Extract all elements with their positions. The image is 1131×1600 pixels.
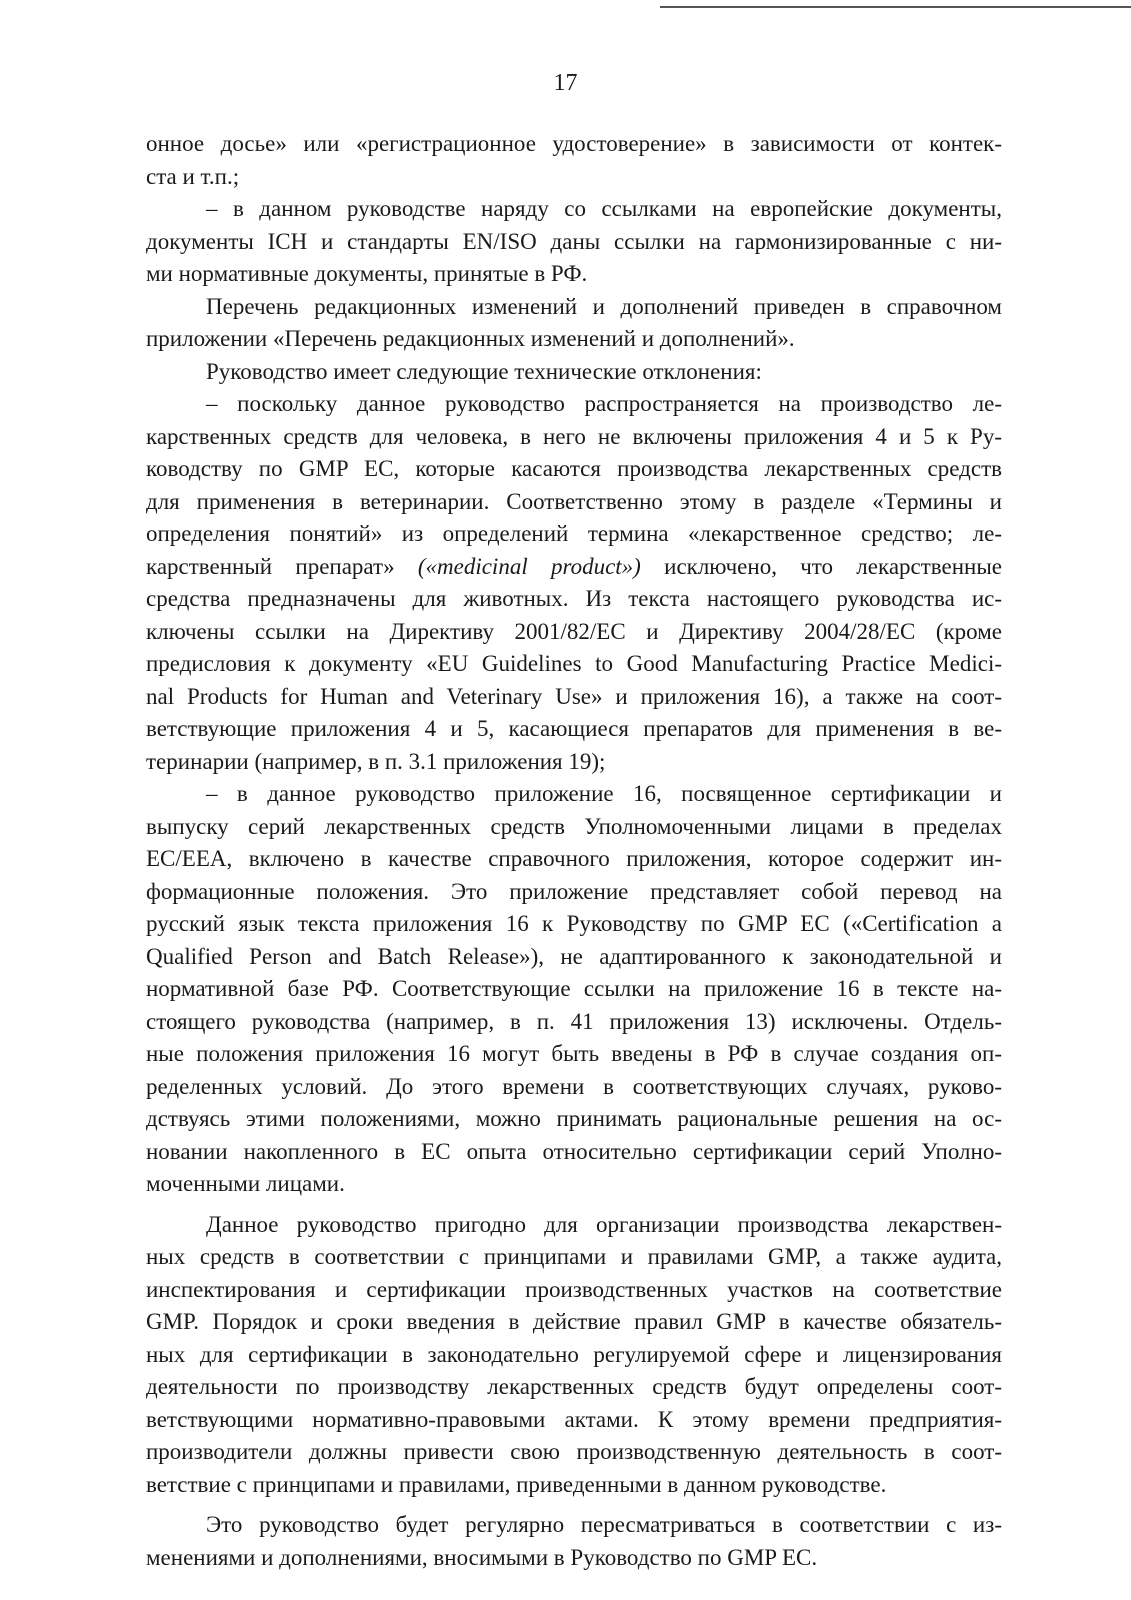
text-line: ных для сертификации в законодательно регулируемой сфере и лицензирования (146, 1341, 1002, 1367)
text-line: Это руководство будет регулярно пересматриваться в соответствии с из- (206, 1512, 1002, 1537)
text-line: ключены ссылки на Директиву 2001/82/ЕС и Директиву 2004/28/ЕС (кроме (146, 618, 1002, 644)
document-body (146, 128, 1002, 1574)
page-number: 17 (553, 70, 578, 96)
text-line: ных средств в соответствии с принципами и правилами GMP, а также аудита, (146, 1244, 1002, 1269)
text-line: Qualified Person and Batch Release»), не адаптированного к законодательной и (146, 943, 1002, 969)
text-line: – поскольку данное руководство распространяется на производство ле- (206, 391, 1002, 416)
text-line: ководству по GMP ЕС, которые касаются производства лекарственных средств (146, 456, 1002, 481)
text-line: ста и т.п.; (146, 163, 240, 189)
text-line: ветствующие приложения 4 и 5, касающиеся препаратов для применения в ве- (146, 716, 1002, 741)
text-line: ределенных условий. До этого времени в соответствующих случаях, руково- (146, 1073, 1002, 1099)
text-line: nal Products for Human and Veterinary Use» и приложения 16), а также на соот- (146, 683, 1002, 709)
text-line: Данное руководство пригодно для организации производства лекарствен- (206, 1211, 1002, 1237)
text-line: для применения в ветеринарии. Соответственно этому в разделе «Термины и (146, 488, 1002, 514)
text-line: русский язык текста приложения 16 к Руководству по GMP ЕС («Certification a (146, 911, 1002, 936)
paragraph-gap (146, 1501, 1002, 1509)
text-line: инспектирования и сертификации производственных участков на соответствие (146, 1276, 1002, 1302)
text-line: деятельности по производству лекарственных средств будут определены соот- (146, 1374, 1002, 1399)
text-line: приложении «Перечень редакционных изменений и дополнений». (146, 326, 795, 351)
text-line: ные положения приложения 16 могут быть введены в РФ в случае создания оп- (146, 1041, 1002, 1066)
text-line: онное досье» или «регистрационное удостоверение» в зависимости от контек- (146, 131, 1002, 156)
text-line: новании накопленного в ЕС опыта относительно сертификации серий Уполно- (146, 1138, 1002, 1164)
text-line: стоящего руководства (например, в п. 41 приложения 13) исключены. Отдель- (146, 1008, 1002, 1034)
text-line: ветствие с принципами и правилами, приведенными в данном руководстве. (146, 1471, 887, 1497)
text-line: выпуску серий лекарственных средств Уполномоченными лицами в пределах (146, 813, 1002, 839)
text-line: – в данном руководстве наряду со ссылками на европейские документы, (206, 196, 1002, 221)
top-edge-rule (660, 6, 1131, 8)
text-line: менениями и дополнениями, вносимыми в Руководство по GMP ЕС. (146, 1544, 818, 1570)
text-segment: карственный препарат» (146, 553, 418, 579)
text-line: моченными лицами. (146, 1171, 345, 1196)
text-line: – в данное руководство приложение 16, посвященное сертификации и (206, 781, 1002, 806)
paragraph-gap (146, 1201, 1002, 1209)
text-line: документы ICH и стандарты EN/ISO даны ссылки на гармонизированные с ни- (146, 228, 1002, 254)
text-line: ЕС/ЕЕА, включено в качестве справочного приложения, которое содержит ин- (146, 846, 1002, 871)
text-line: определения понятий» из определений термина «лекарственное средство; ле- (146, 521, 1002, 546)
text-line: производители должны привести свою производственную деятельность в соот- (146, 1439, 1002, 1464)
text-line (146, 551, 1002, 584)
text-line: ветствующими нормативно-правовыми актами. К этому времени предприятия- (146, 1406, 1002, 1432)
text-line: карственных средств для человека, в него не включены приложения 4 и 5 к Ру- (146, 423, 1002, 449)
text-line: теринарии (например, в п. 3.1 приложения 19); (146, 748, 606, 774)
text-line: дствуясь этими положениями, можно принимать рациональные решения на ос- (146, 1106, 1002, 1131)
text-line: Руководство имеет следующие технические отклонения: (206, 358, 762, 384)
text-line: нормативной базе РФ. Соответствующие ссылки на приложение 16 в тексте на- (146, 976, 1002, 1001)
text-line: GMP. Порядок и сроки введения в действие правил GMP в качестве обязатель- (146, 1309, 1002, 1334)
text-line: ми нормативные документы, принятые в РФ. (146, 261, 588, 286)
text-segment: исключено, что лекарственные (640, 553, 1002, 579)
text-line: предисловия к документу «EU Guidelines to Good Manufacturing Practice Medici- (146, 651, 1002, 676)
text-line: формационные положения. Это приложение представляет собой перевод на (146, 878, 1002, 904)
text-line: средства предназначены для животных. Из текста настоящего руководства ис- (146, 586, 1002, 611)
italic-term: («medicinal product») (417, 553, 641, 579)
text-line: Перечень редакционных изменений и дополнений приведен в справочном (206, 293, 1002, 319)
